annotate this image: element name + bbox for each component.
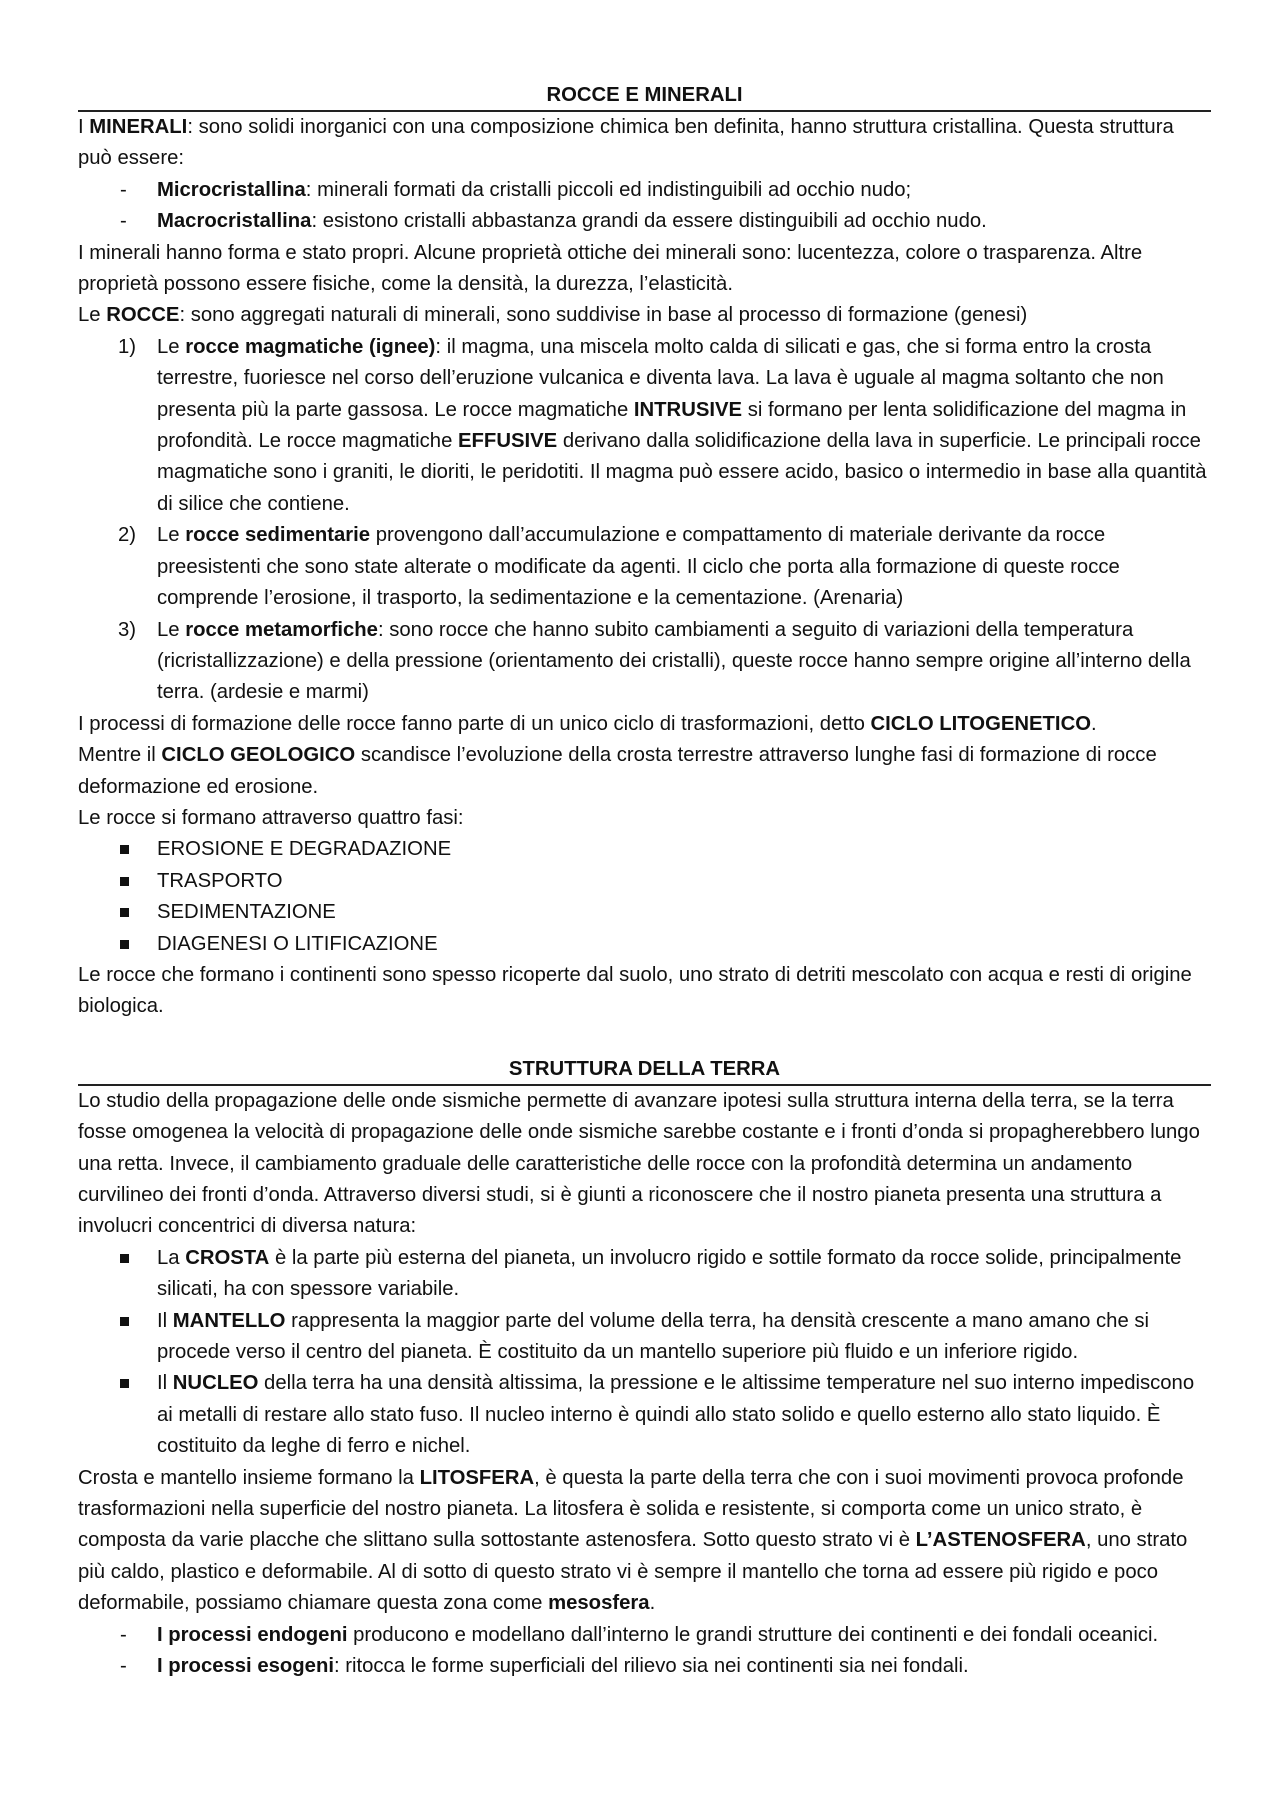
term: mesosfera (548, 1592, 650, 1615)
text: derivano dalla solidificazione della lava in superficie. Le principali rocce magmatiche sono i graniti, le dioriti, le peridotiti. Il magma può essere acido, basico o intermedio in base alla quantità di silice che contiene. (157, 430, 1207, 515)
text: si formano per lenta solidificazione del magma in profondità. Le rocce magmatiche (157, 398, 1187, 453)
term: INTRUSIVE (633, 398, 743, 421)
term: L’ASTENOSFERA (915, 1529, 1086, 1552)
square-bullet-icon (120, 1254, 129, 1263)
term: Microcristallina (157, 178, 306, 201)
layers-list (78, 1243, 1211, 1463)
list-item-sedimentarie (78, 520, 1211, 614)
term: rocce metamorfiche (185, 618, 378, 641)
list-item (78, 929, 1211, 960)
list-number: 1) (118, 335, 137, 358)
list-item (78, 866, 1211, 897)
dash-bullet: - (120, 1623, 127, 1646)
text: producono e modellano dall’interno le grandi strutture dei continenti e dei fondali oceanici. (347, 1623, 1159, 1646)
text: Le (157, 618, 186, 641)
dash-bullet: - (120, 210, 127, 233)
paragraph-fasi-intro: Le rocce si formano attraverso quattro fasi: (78, 806, 464, 829)
text: SEDIMENTAZIONE (157, 901, 336, 924)
text: scandisce l’evoluzione della crosta terrestre attraverso lunghe fasi di formazione di rocce deformazione ed erosione. (78, 744, 1157, 798)
list-item-metamorfiche (78, 615, 1211, 709)
term: MANTELLO (172, 1309, 286, 1332)
text: . (649, 1592, 656, 1615)
struttura-list (78, 175, 1211, 238)
text: I processi di formazione delle rocce fanno parte di un unico ciclo di trasformazioni, detto (78, 712, 871, 735)
list-item (78, 897, 1211, 928)
document-page (78, 0, 1211, 1683)
list-item-magmatiche (78, 332, 1211, 520)
term: rocce sedimentarie (185, 524, 371, 547)
term: LITOSFERA (419, 1466, 535, 1489)
list-number: 2) (118, 524, 137, 547)
fasi-list (78, 834, 1211, 960)
paragraph-proprieta: I minerali hanno forma e stato propri. Alcune proprietà ottiche dei minerali sono: lucentezza, colore o trasparenza. Altre proprietà possono essere fisiche, come la densità, la durezza, l’elasticità. (78, 241, 1143, 296)
blank-line (78, 1023, 1211, 1053)
paragraph-ciclo-geologico (78, 740, 1211, 803)
text: Mentre il (78, 744, 162, 767)
section-title-rocce-minerali: ROCCE E MINERALI (78, 79, 1211, 112)
list-item (78, 1620, 1211, 1651)
text: . (1091, 712, 1097, 735)
text: della terra ha una densità altissima, la pressione e le altissime temperature nel suo interno impediscono ai metalli di restare allo stato fuso. Il nucleo interno è quindi allo stato solido e quello esterno allo stato liquido. È costituito da leghe di ferro e nichel. (157, 1372, 1195, 1458)
square-bullet-icon (120, 1379, 129, 1388)
text: : sono aggregati naturali di minerali, sono suddivise in base al processo di formazione (genesi) (179, 304, 1028, 327)
term: CICLO GEOLOGICO (161, 744, 356, 767)
text: La (157, 1246, 186, 1269)
square-bullet-icon (120, 877, 129, 886)
text: Il (157, 1309, 173, 1332)
list-item-mantello (78, 1306, 1211, 1369)
paragraph-minerali (78, 112, 1211, 175)
term: I processi endogeni (157, 1623, 348, 1646)
text: è la parte più esterna del pianeta, un involucro rigido e sottile formato da rocce solide, principalmente silicati, ha con spessore variabile. (157, 1246, 1182, 1301)
square-bullet-icon (120, 1317, 129, 1326)
text: : esistono cristalli abbastanza grandi da essere distinguibili ad occhio nudo. (311, 210, 987, 233)
processi-list (78, 1620, 1211, 1683)
text: , è questa la parte della terra che con i suoi movimenti provoca profonde trasformazioni nella superficie del nostro pianeta. La litosfera è solida e resistente, si comporta come un unico strato, è composta da varie placche che slittano sulla sottostante astenosfera. Sotto questo strato vi è (78, 1466, 1184, 1552)
text: : sono rocce che hanno subito cambiamenti a seguito di variazioni della temperatura (ricristallizzazione) e della pressione (orientamento dei cristalli), queste rocce hanno sempre origine all’interno della terra. (ardesie e marmi) (157, 618, 1191, 704)
paragraph-rocce (78, 300, 1211, 331)
square-bullet-icon (120, 845, 129, 854)
paragraph-ciclo-litogenetico (78, 709, 1211, 740)
text: Le (157, 524, 186, 547)
dash-bullet: - (120, 1655, 127, 1678)
list-item-crosta (78, 1243, 1211, 1306)
text: DIAGENESI O LITIFICAZIONE (157, 932, 438, 955)
text: EROSIONE E DEGRADAZIONE (157, 838, 452, 861)
term: Macrocristallina (157, 210, 312, 233)
term: I processi esogeni (157, 1655, 334, 1678)
text: : il magma, una miscela molto calda di silicati e gas, che si forma entro la crosta terrestre, fuoriesce nel corso dell’eruzione vulcanica e diventa lava. La lava è uguale al magma soltanto che non presenta più la parte gassosa. Le rocce magmatiche (157, 335, 1164, 421)
list-item-nucleo (78, 1368, 1211, 1462)
paragraph-onde-sismiche: Lo studio della propagazione delle onde sismiche permette di avanzare ipotesi sulla struttura interna della terra, se la terra fosse omogenea la velocità di propagazione delle onde sismiche sarebbe costante e i fronti d’onda si propagherebbero lungo una retta. Invece, il cambiamento graduale delle caratteristiche delle rocce con la profondità determina un andamento curvilineo dei fronti d’onda. Attraverso diversi studi, si è giunti a riconoscere che il nostro pianeta presenta una struttura a involucri concentrici di diversa natura: (78, 1089, 1200, 1238)
list-item (78, 175, 1211, 206)
text: : ritocca le forme superficiali del rilievo sia nei continenti sia nei fondali. (333, 1655, 969, 1678)
term: CICLO LITOGENETICO (870, 712, 1091, 735)
text: I (78, 116, 90, 138)
list-item (78, 206, 1211, 237)
text: Il (157, 1372, 173, 1395)
paragraph-litosfera (78, 1463, 1211, 1620)
text: TRASPORTO (157, 869, 283, 892)
text: Le (78, 304, 107, 327)
list-item (78, 1651, 1211, 1682)
term-minerali: MINERALI (89, 116, 188, 138)
dash-bullet: - (120, 178, 127, 201)
text: : minerali formati da cristalli piccoli ed indistinguibili ad occhio nudo; (305, 178, 912, 201)
text: rappresenta la maggior parte del volume della terra, ha densità crescente a mano amano che si procede verso il centro del pianeta. È costituito da un mantello superiore più fluido e un inferiore rigido. (157, 1309, 1150, 1364)
text: provengono dall’accumulazione e compattamento di materiale derivante da rocce preesistenti che sono state alterate o modificate da agenti. Il ciclo che porta alla formazione di queste rocce comprende l’erosione, il trasporto, la sedimentazione e la cementazione. (Arenaria) (157, 524, 1120, 610)
term: CROSTA (185, 1246, 270, 1269)
square-bullet-icon (120, 940, 129, 949)
square-bullet-icon (120, 908, 129, 917)
text: Crosta e mantello insieme formano la (78, 1466, 420, 1489)
section-title-struttura-terra: STRUTTURA DELLA TERRA (78, 1053, 1211, 1086)
list-item (78, 834, 1211, 865)
paragraph-suolo: Le rocce che formano i continenti sono spesso ricoperte dal suolo, uno strato di detriti mescolato con acqua e resti di origine biologica. (78, 963, 1192, 1018)
text: : sono solidi inorganici con una composizione chimica ben definita, hanno struttura cristallina. Questa struttura può essere: (78, 116, 1174, 170)
term: NUCLEO (172, 1372, 259, 1395)
term: rocce magmatiche (ignee) (185, 335, 436, 358)
term: EFFUSIVE (458, 430, 558, 453)
text: Le (157, 335, 186, 358)
text: , uno strato più caldo, plastico e deformabile. Al di sotto di questo strato vi è sempre il mantello che torna ad essere più rigido e poco deformabile, possiamo chiamare questa zona come (78, 1529, 1188, 1615)
rocce-types-list (78, 332, 1211, 709)
term-rocce: ROCCE (106, 304, 180, 327)
list-number: 3) (118, 618, 137, 641)
